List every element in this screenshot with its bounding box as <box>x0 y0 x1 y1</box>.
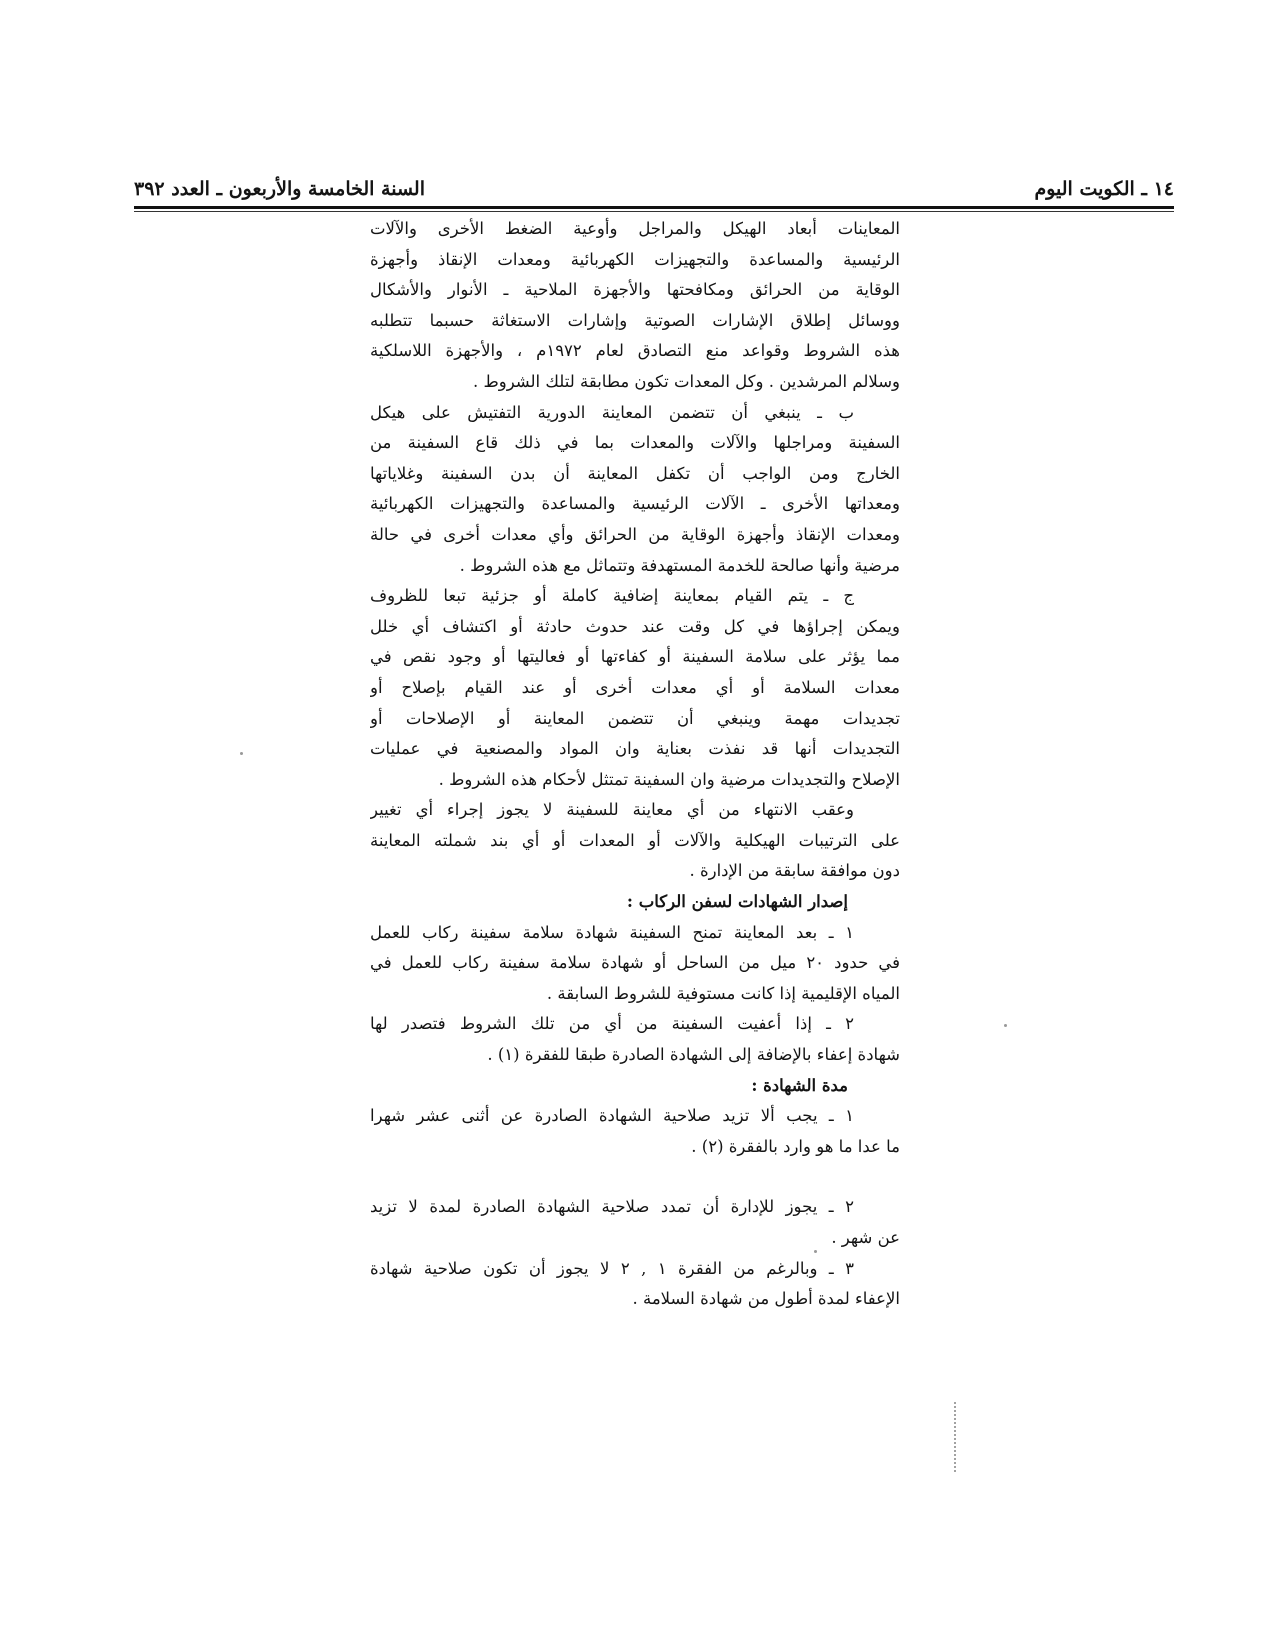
text-line: ٣ ـ وبالرغم من الفقرة ١ , ٢ لا يجوز أن تكون صلاحية شهادة <box>370 1258 854 1278</box>
text-line: ما عدا ما هو وارد بالفقرة (٢) . <box>691 1136 900 1156</box>
text-line: التجديدات أنها قد نفذت بعناية وان المواد والمصنعية في عمليات <box>370 739 900 759</box>
text-line: هذه الشروط وقواعد منع التصادق لعام ١٩٧٢م ، والأجهزة اللاسلكية <box>370 341 900 361</box>
text-line: ١ ـ يجب ألا تزيد صلاحية الشهادة الصادرة عن أثنى عشر شهرا <box>370 1106 854 1126</box>
header-rule <box>134 206 1174 209</box>
text-line: الوقاية من الحرائق ومكافحتها والأجهزة الملاحية ـ الأنوار والأشكال <box>370 280 900 300</box>
text-line: الإصلاح والتجديدات مرضية وان السفينة تمتثل لأحكام هذه الشروط . <box>438 769 900 789</box>
header-rule-thin <box>134 211 1174 212</box>
text-line: السفينة ومراجلها والآلات والمعدات بما في ذلك قاع السفينة من <box>370 433 900 453</box>
text-line: المياه الإقليمية إذا كانت مستوفية للشروط السابقة . <box>546 983 900 1003</box>
text-line: دون موافقة سابقة من الإدارة . <box>689 861 900 881</box>
text-line: ومعدات الإنقاذ وأجهزة الوقاية من الحرائق وأي معدات أخرى في حالة <box>370 524 900 544</box>
text-line: المعاينات أبعاد الهيكل والمراجل وأوعية الضغط الأخرى والآلات <box>370 219 900 238</box>
text-line: على الترتيبات الهيكلية والآلات أو المعدات أو أي بند شملته المعاينة <box>370 830 900 850</box>
body-column <box>370 214 900 1315</box>
text-line: ومعداتها الأخرى ـ الآلات الرئيسية والمساعدة والتجهيزات الكهربائية <box>370 494 900 514</box>
text-line: عن شهر . <box>831 1228 900 1247</box>
text-line: مرضية وأنها صالحة للخدمة المستهدفة وتتماثل مع هذه الشروط . <box>459 555 900 575</box>
scan-artifact <box>954 1402 956 1472</box>
text-line: ١ ـ بعد المعاينة تمنح السفينة شهادة سلامة سفينة ركاب للعمل <box>370 922 854 942</box>
text-line: ج ـ يتم القيام بمعاينة إضافية كاملة أو جزئية تبعا للظروف <box>370 586 854 606</box>
section-heading: إصدار الشهادات لسفن الركاب : <box>626 892 848 912</box>
text-line: الرئيسية والمساعدة والتجهيزات الكهربائية ومعدات الإنقاذ وأجهزة <box>370 249 900 269</box>
scan-speck <box>814 1250 817 1253</box>
issue-info: السنة الخامسة والأربعون ـ العدد ٣٩٢ <box>134 178 425 200</box>
scan-speck <box>1004 1024 1007 1027</box>
text-line: وسلالم المرشدين . وكل المعدات تكون مطابقة لتلك الشروط . <box>472 371 900 391</box>
text-line: مما يؤثر على سلامة السفينة أو كفاءتها أو فعاليتها أو وجود نقص في <box>370 647 900 667</box>
text-line: ٢ ـ يجوز للإدارة أن تمدد صلاحية الشهادة الصادرة لمدة لا تزيد <box>370 1197 854 1217</box>
section-heading: مدة الشهادة : <box>751 1075 848 1095</box>
scan-speck <box>240 752 243 755</box>
text-line: ب ـ ينبغي أن تتضمن المعاينة الدورية التفتيش على هيكل <box>370 402 854 422</box>
text-line: ويمكن إجراؤها في كل وقت عند حدوث حادثة أو اكتشاف أي خلل <box>370 616 900 636</box>
text-line: الخارج ومن الواجب أن تكفل المعاينة أن بدن السفينة وغلاياتها <box>370 463 900 483</box>
page-header <box>134 178 1174 206</box>
text-line: ووسائل إطلاق الإشارات الصوتية وإشارات الاستغاثة حسبما تتطلبه <box>370 310 900 330</box>
text-line: الإعفاء لمدة أطول من شهادة السلامة . <box>632 1289 900 1309</box>
paragraph-gap <box>370 1162 900 1192</box>
text-line: في حدود ٢٠ ميل من الساحل أو شهادة سلامة سفينة ركاب للعمل في <box>370 953 900 973</box>
text-line: شهادة إعفاء بالإضافة إلى الشهادة الصادرة طبقا للفقرة (١) . <box>487 1045 900 1065</box>
text-line: معدات السلامة أو أي معدات أخرى أو عند القيام بإصلاح أو <box>370 677 900 697</box>
text-line: وعقب الانتهاء من أي معاينة للسفينة لا يجوز إجراء أي تغيير <box>370 800 854 820</box>
page-title: ١٤ ـ الكويت اليوم <box>1034 178 1174 200</box>
text-line: ٢ ـ إذا أعفيت السفينة من أي من تلك الشروط فتصدر لها <box>370 1014 854 1034</box>
text-line: تجديدات مهمة وينبغي أن تتضمن المعاينة أو الإصلاحات أو <box>370 708 900 728</box>
